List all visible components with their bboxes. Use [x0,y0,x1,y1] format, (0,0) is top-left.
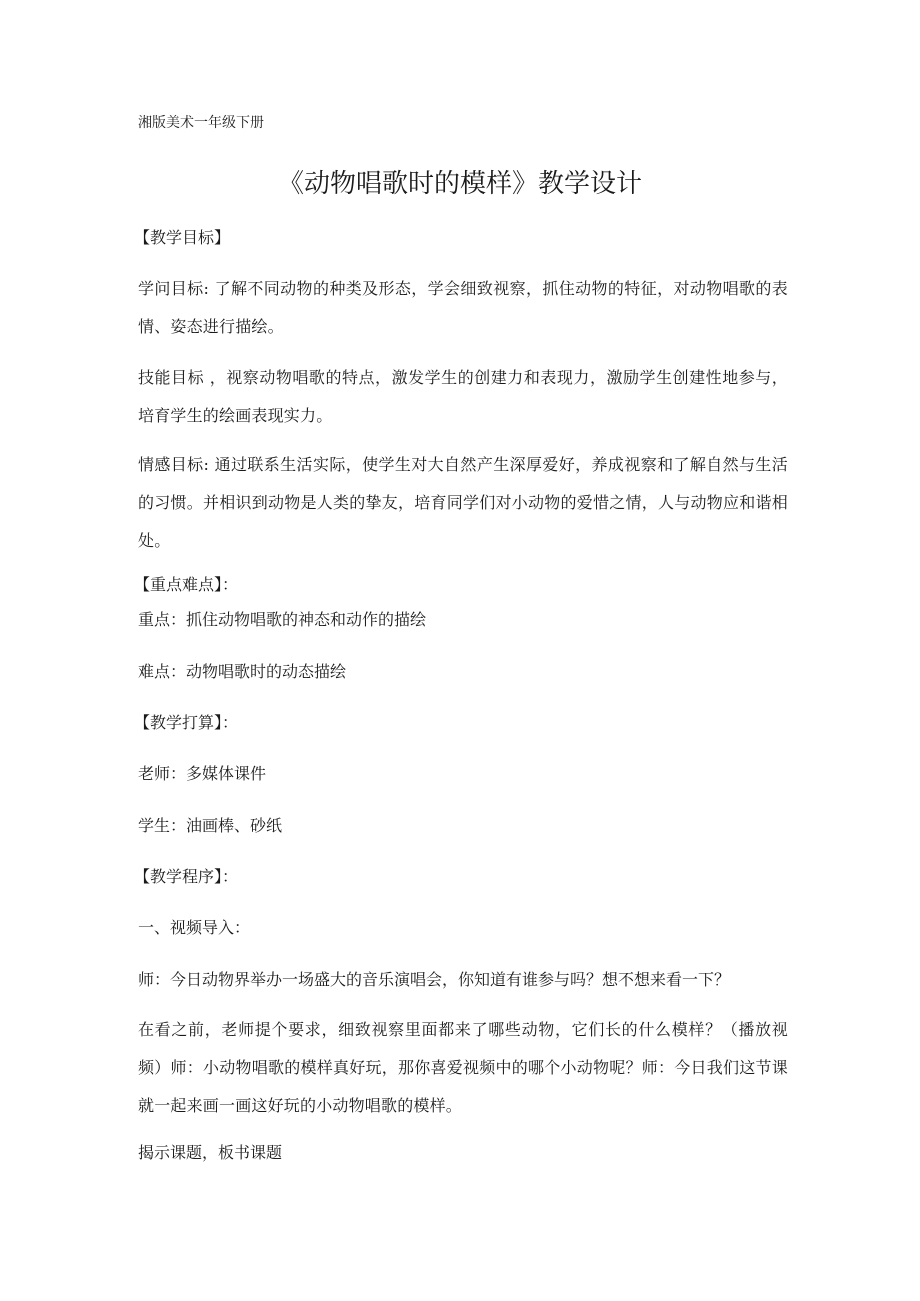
objectives-heading: 【教学目标】 [134,228,231,247]
procedure-heading: 【教学程序】： [134,867,239,886]
teacher-preparation: 老师：多媒体课件 [138,764,267,783]
emotion-objective: 情感目标: 通过联系生活实际，使学生对大自然产生深厚爱好，养成视察和了解自然与生活的习惯。并相识到动物是人类的挚友，培育同学们对小动物的爱惜之情，人与动物应和谐相处。 [138,455,788,550]
procedure-paragraph-2: 在看之前，老师提个要求，细致视察里面都来了哪些动物，它们长的什么模样？（播放视频）师：小动物唱歌的模样真好玩，那你喜爱视频中的哪个小动物呢？师：今日我们这节课就一起来画一画这好玩的小动物唱歌的模样。 [138,1020,788,1115]
key-points-heading: 【重点难点】： [134,575,239,594]
knowledge-objective: 学问目标: 了解不同动物的种类及形态，学会细致视察，抓住动物的特征，对动物唱歌的表情、姿态进行描绘。 [138,279,788,336]
procedure-step-1: 一、视频导入： [138,918,251,937]
procedure-paragraph-3: 揭示课题，板书课题 [138,1143,283,1162]
student-preparation: 学生：油画棒、砂纸 [138,816,283,835]
document-title: 《动物唱歌时的模样》教学设计 [277,169,642,199]
book-label: 湘版美术一年级下册 [138,115,264,131]
preparation-heading: 【教学打算】： [134,713,239,732]
difficult-point: 难点：动物唱歌时的动态描绘 [138,662,347,681]
skill-objective: 技能目标 ，视察动物唱歌的特点，激发学生的创建力和表现力，激励学生创建性地参与，培育学生的绘画表现实力。 [138,368,788,425]
procedure-paragraph-1: 师：今日动物界举办一场盛大的音乐演唱会，你知道有谁参与吗？想不想来看一下？ [138,970,731,989]
key-point: 重点：抓住动物唱歌的神态和动作的描绘 [138,610,427,629]
